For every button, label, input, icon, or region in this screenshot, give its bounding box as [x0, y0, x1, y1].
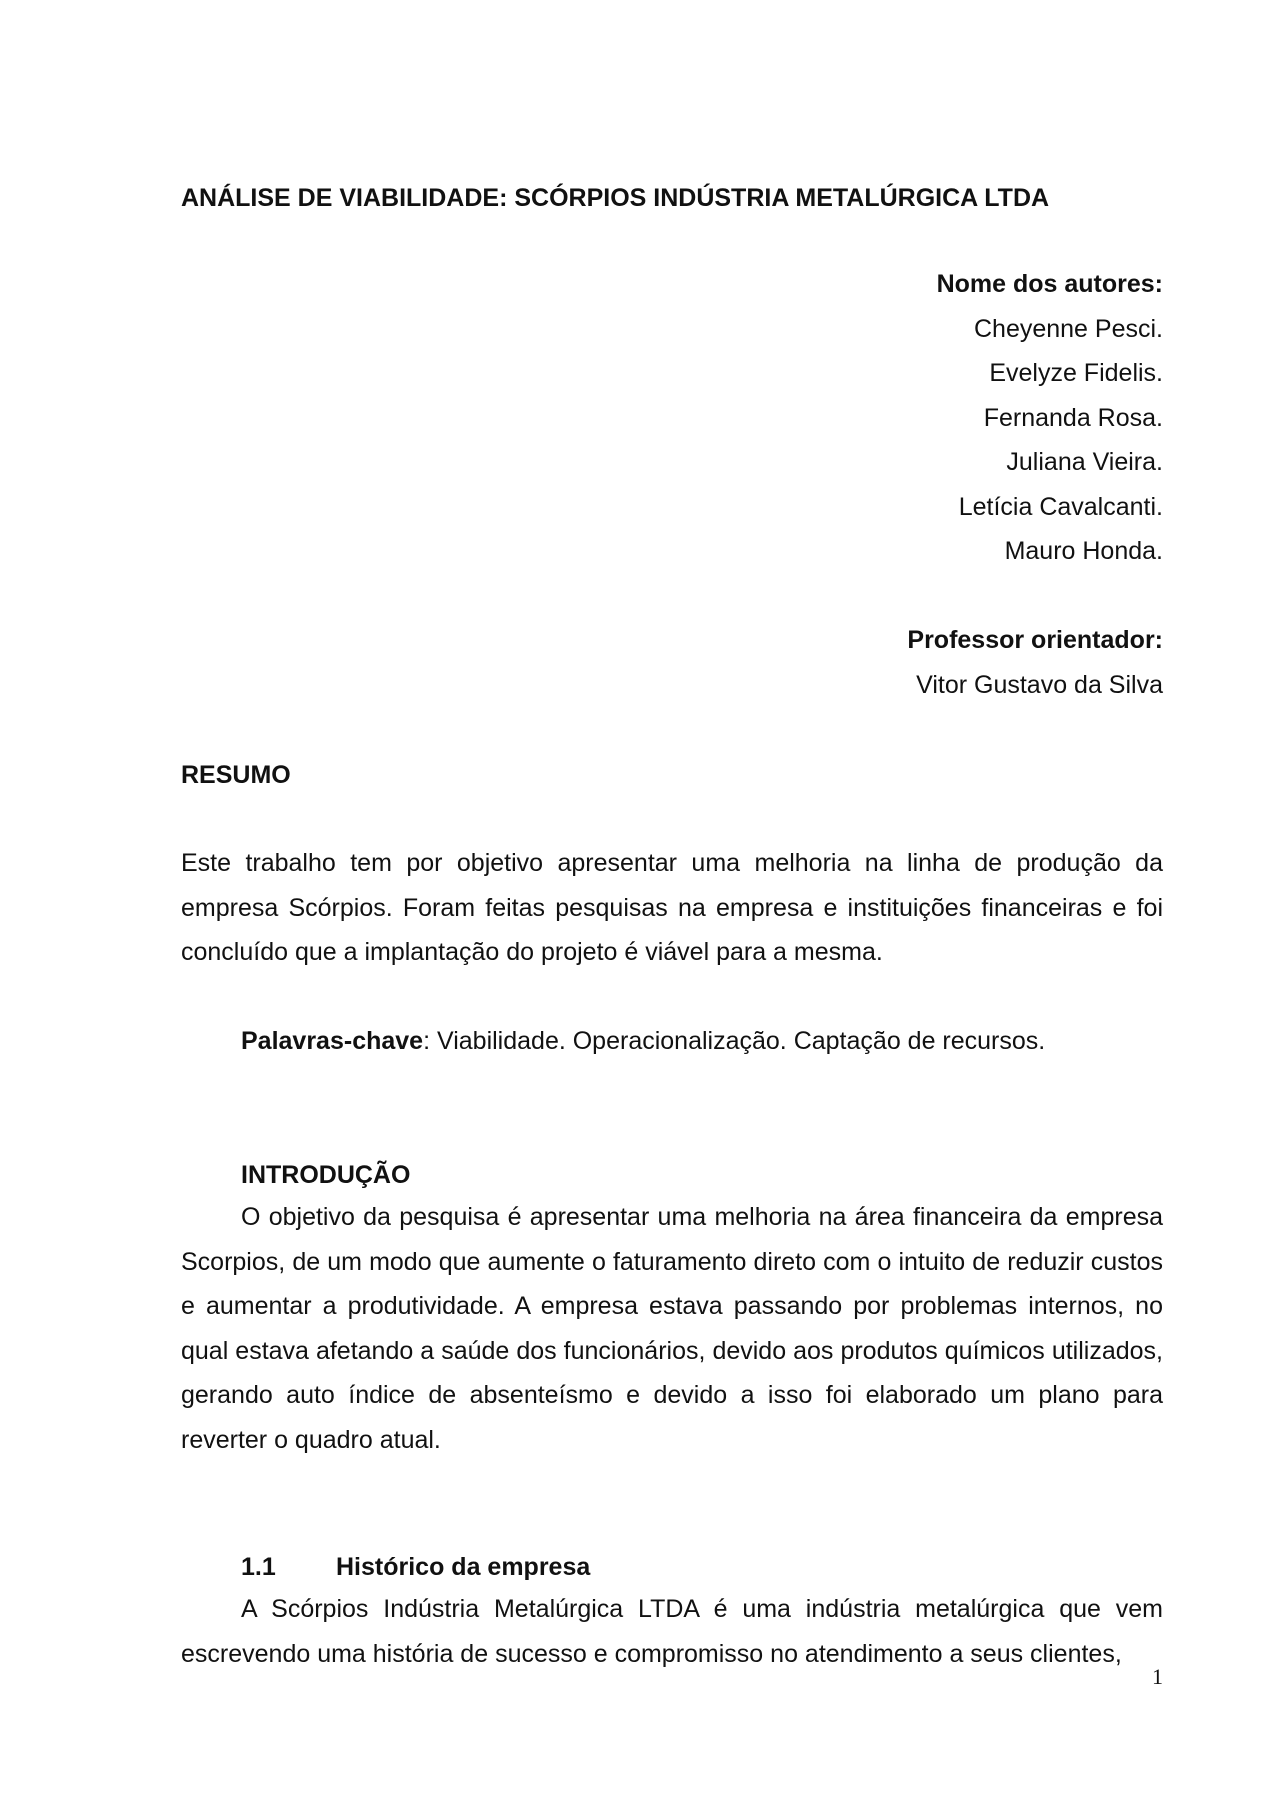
- page-number: 1: [1152, 1664, 1163, 1689]
- advisor-heading: Professor orientador:: [907, 626, 1163, 654]
- advisor-name: Vitor Gustavo da Silva: [916, 671, 1163, 699]
- document-title: ANÁLISE DE VIABILIDADE: SCÓRPIOS INDÚSTRIA METALÚRGICA LTDA: [181, 184, 1050, 212]
- author-name: Mauro Honda.: [1004, 537, 1163, 565]
- authors-heading: Nome dos autores:: [936, 270, 1163, 298]
- author-name: Juliana Vieira.: [1006, 448, 1163, 476]
- keywords-list: : Viabilidade. Operacionalização. Captação de recursos.: [423, 1027, 1046, 1055]
- author-name: Letícia Cavalcanti.: [958, 493, 1163, 521]
- author-name: Fernanda Rosa.: [983, 404, 1163, 432]
- author-name: Cheyenne Pesci.: [973, 315, 1163, 343]
- section-heading: [241, 1552, 590, 1582]
- abstract-paragraph: Este trabalho tem por objetivo apresentar uma melhoria na linha de produção da empresa Scórpios. Foram feitas pesquisas na empresa e instituições financeiras e foi concluído que a implantação do projeto é viável para a mesma.: [181, 849, 1163, 966]
- keywords-label: Palavras-chave: [241, 1027, 424, 1055]
- author-name: Evelyze Fidelis.: [989, 359, 1163, 387]
- section-title: Histórico da empresa: [336, 1553, 591, 1581]
- abstract-heading: RESUMO: [181, 761, 291, 789]
- introduction-paragraph: O objetivo da pesquisa é apresentar uma melhoria na área financeira da empresa Scorpios, de um modo que aumente o faturamento direto com o intuito de reduzir custos e aumentar a produtividade. A empresa estava passando por problemas internos, no qual estava afetando a saúde dos funcionários, devido aos produtos químicos utilizados, gerando auto índice de absenteísmo e devido a isso foi elaborado um plano para reverter o quadro atual.: [181, 1203, 1163, 1454]
- introduction-heading: INTRODUÇÃO: [241, 1161, 411, 1189]
- section-number: 1.1: [241, 1553, 276, 1581]
- keywords-line: [241, 1026, 1045, 1056]
- section-paragraph: A Scórpios Indústria Metalúrgica LTDA é uma indústria metalúrgica que vem escrevendo uma história de sucesso e compromisso no atendimento a seus clientes,: [181, 1595, 1163, 1668]
